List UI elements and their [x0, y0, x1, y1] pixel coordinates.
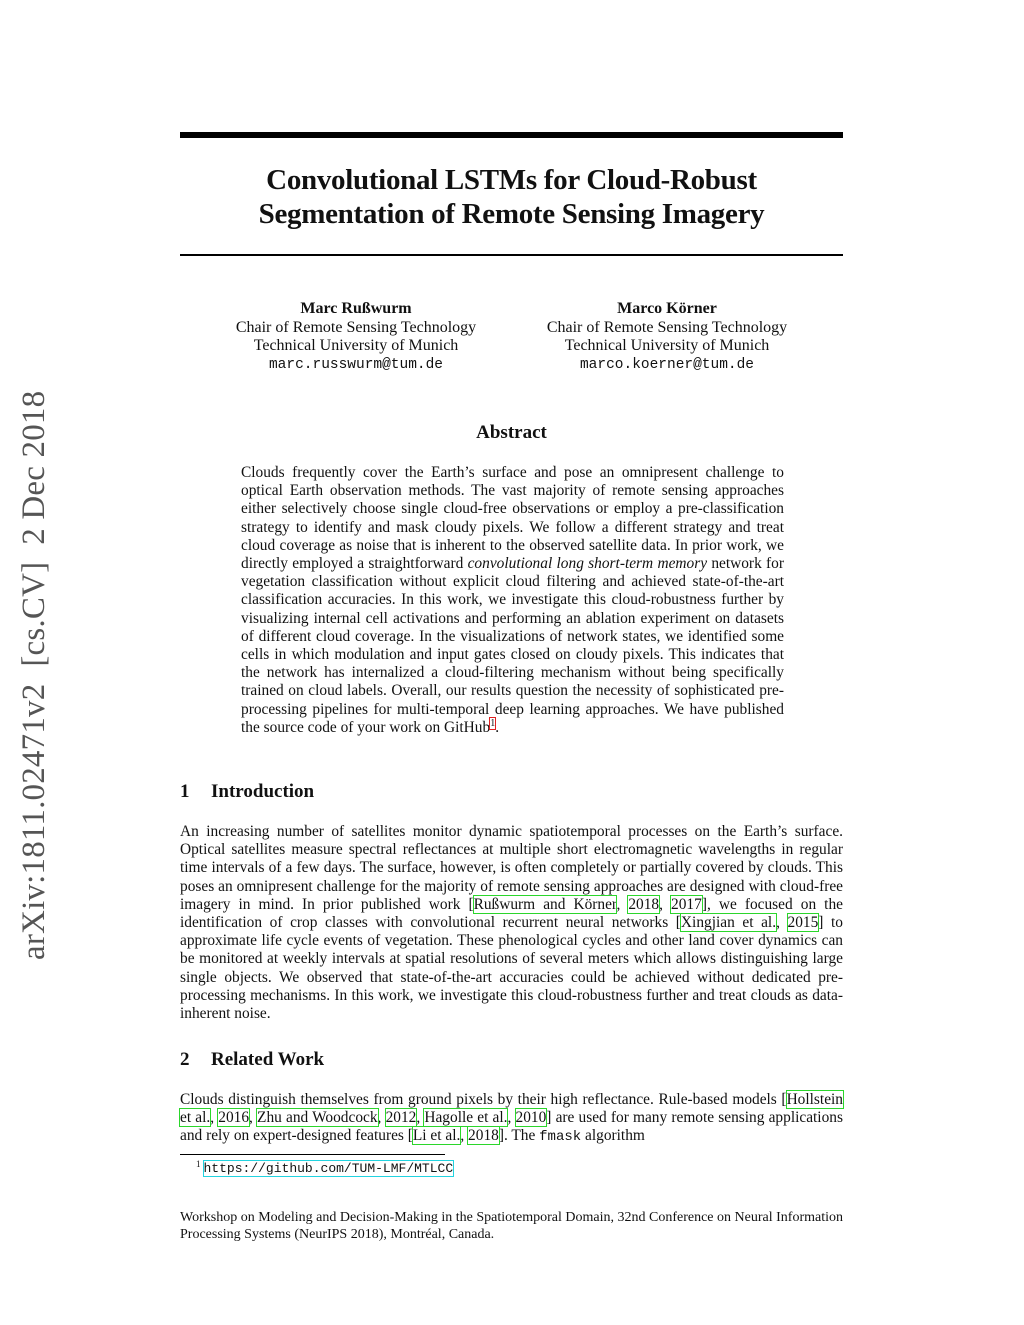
- citation-link[interactable]: 2010: [515, 1109, 547, 1127]
- abstract-body: [241, 464, 784, 737]
- footnote-ref-link[interactable]: 1: [490, 717, 496, 729]
- author-affiliation: Chair of Remote Sensing Technology: [235, 318, 477, 336]
- section-title: Related Work: [211, 1049, 325, 1070]
- paper-title: [180, 163, 843, 231]
- title-top-rule: [180, 132, 843, 138]
- paragraph-text: algorithm: [581, 1127, 645, 1145]
- author-block-1: [206, 300, 506, 374]
- citation-link[interactable]: 2015: [787, 914, 819, 932]
- citation-link[interactable]: 2018: [628, 895, 660, 913]
- paragraph-text: ] are used for many remote sensing applications and rely on expert-designed features [: [180, 1109, 843, 1145]
- section-heading-related-work: [180, 1049, 324, 1071]
- footnote-url-link[interactable]: https://github.com/TUM-LMF/MTLCC: [203, 1161, 454, 1177]
- author-block-2: [517, 300, 817, 374]
- author-affiliation: Chair of Remote Sensing Technology: [546, 318, 788, 336]
- paragraph-text: Clouds distinguish themselves from ground pixels by their high reflectance. Rule-based models [: [180, 1091, 787, 1108]
- abstract-text: Clouds frequently cover the Earth’s surface and pose an omnipresent challenge to optical Earth observation methods. The vast majority of remote sensing approaches either selectively choose single cloud-free observations or employ a pre-classification strategy to identify and mask cloudy pixels. We follow a different strategy and treat cloud coverage as noise that is inherent to the observed satellite data. In prior work, we directly employed a straightforward: [241, 464, 784, 573]
- paragraph-text: An increasing number of satellites monitor dynamic spatiotemporal processes on the Earth’s surface. Optical satellites measure spectral reflectances at multiple short electromagnetic wavelengths in regular time intervals of a few days. The surface, however, is often completely or partially covered by clouds. This poses an omnipresent challenge for the majority of remote sensing approaches are designed with cloud-free imagery in mind. In prior published work [: [180, 823, 843, 913]
- paragraph-text: ,: [460, 1127, 469, 1145]
- author-name: Marco Körner: [617, 300, 717, 317]
- section-number: 2: [180, 1049, 190, 1070]
- paragraph-text: ] to approximate life cycle events of vegetation. These phenological cycles and other land cover dynamics can be monitored at weekly intervals at spatial resolutions of several meters which allows distinguishing large single objects. We observed that state-of-the-art accuracies could be achieved without dedicated pre-processing mechanisms. In this work, we investigate this cloud-robustness further and treat clouds as data-inherent noise.: [180, 914, 843, 1023]
- footnote-mark: 1: [196, 1159, 201, 1169]
- citation-link[interactable]: Li et al.: [412, 1127, 461, 1145]
- paragraph-text: ,: [210, 1109, 219, 1127]
- paragraph-text: ]. The: [498, 1127, 540, 1145]
- paragraph-text: ,: [377, 1109, 386, 1127]
- citation-link[interactable]: 2017: [671, 895, 702, 913]
- paragraph-text: ,: [249, 1109, 258, 1127]
- citation-link[interactable]: 2012: [385, 1109, 417, 1127]
- section-heading-introduction: [180, 781, 314, 803]
- inline-code: fmask: [539, 1129, 582, 1146]
- section-number: 1: [180, 781, 190, 802]
- title-line-2: Segmentation of Remote Sensing Imagery: [258, 198, 765, 230]
- footnote: [196, 1159, 453, 1176]
- citation-link[interactable]: 2016: [218, 1109, 250, 1127]
- author-institution: Technical University of Munich: [564, 337, 770, 354]
- author-email: marco.koerner@tum.de: [579, 356, 755, 373]
- section-title: Introduction: [211, 781, 315, 802]
- title-bottom-rule: [180, 254, 843, 256]
- related-work-paragraph: [180, 1091, 843, 1147]
- citation-link[interactable]: Rußwurm and Körner: [473, 895, 617, 913]
- citation-link[interactable]: Zhu and Woodcock: [257, 1109, 378, 1127]
- citation-link[interactable]: 2018: [468, 1127, 499, 1145]
- abstract-emphasis: convolutional long short-term memory: [467, 555, 708, 573]
- author-name: Marc Rußwurm: [300, 300, 412, 317]
- paragraph-text: ,: [659, 895, 672, 913]
- footnote-rule: [180, 1154, 445, 1155]
- title-line-1: Convolutional LSTMs for Cloud-Robust: [266, 164, 757, 196]
- citation-link[interactable]: Hagolle et al.: [424, 1109, 508, 1127]
- paragraph-text: ,: [776, 914, 788, 932]
- paragraph-text: ,: [416, 1109, 425, 1127]
- venue-note: Workshop on Modeling and Decision-Making in the Spatiotemporal Domain, 32nd Conference on Neural Information Processing Systems (NeurIPS 2018), Montréal, Canada.: [180, 1210, 843, 1242]
- paragraph-text: ,: [616, 895, 629, 913]
- author-institution: Technical University of Munich: [253, 337, 459, 354]
- abstract-text: network for vegetation classification without explicit cloud filtering and achieved state-of-the-art classification accuracies. In this work, we investigate this cloud-robustness further by visualizing internal cell activations and performing an ablation experiment on datasets of different cloud coverage. In the visualizations of network states, we identified some cells in which modulation and input gates closed on cloudy pixels. This indicates that the network has internalized a cloud-filtering mechanism without being specifically trained on cloud labels. Overall, our results question the necessity of sophisticated pre-processing pipelines for multi-temporal deep learning approaches. We have published the source code of your work on GitHub: [241, 555, 784, 736]
- paragraph-text: ,: [507, 1109, 516, 1127]
- citation-link[interactable]: Hollstein et al.: [180, 1091, 843, 1127]
- author-email: marc.russwurm@tum.de: [268, 356, 444, 373]
- arxiv-stamp: arXiv:1811.02471v2 [cs.CV] 2 Dec 2018: [16, 390, 52, 960]
- introduction-paragraph: [180, 823, 843, 1023]
- abstract-heading: Abstract: [476, 422, 547, 443]
- citation-link[interactable]: Xingjian et al.: [680, 914, 777, 932]
- abstract-text: .: [495, 718, 500, 736]
- paragraph-text: ], we focused on the identification of crop classes with convolutional recurrent neural networks [: [180, 895, 843, 932]
